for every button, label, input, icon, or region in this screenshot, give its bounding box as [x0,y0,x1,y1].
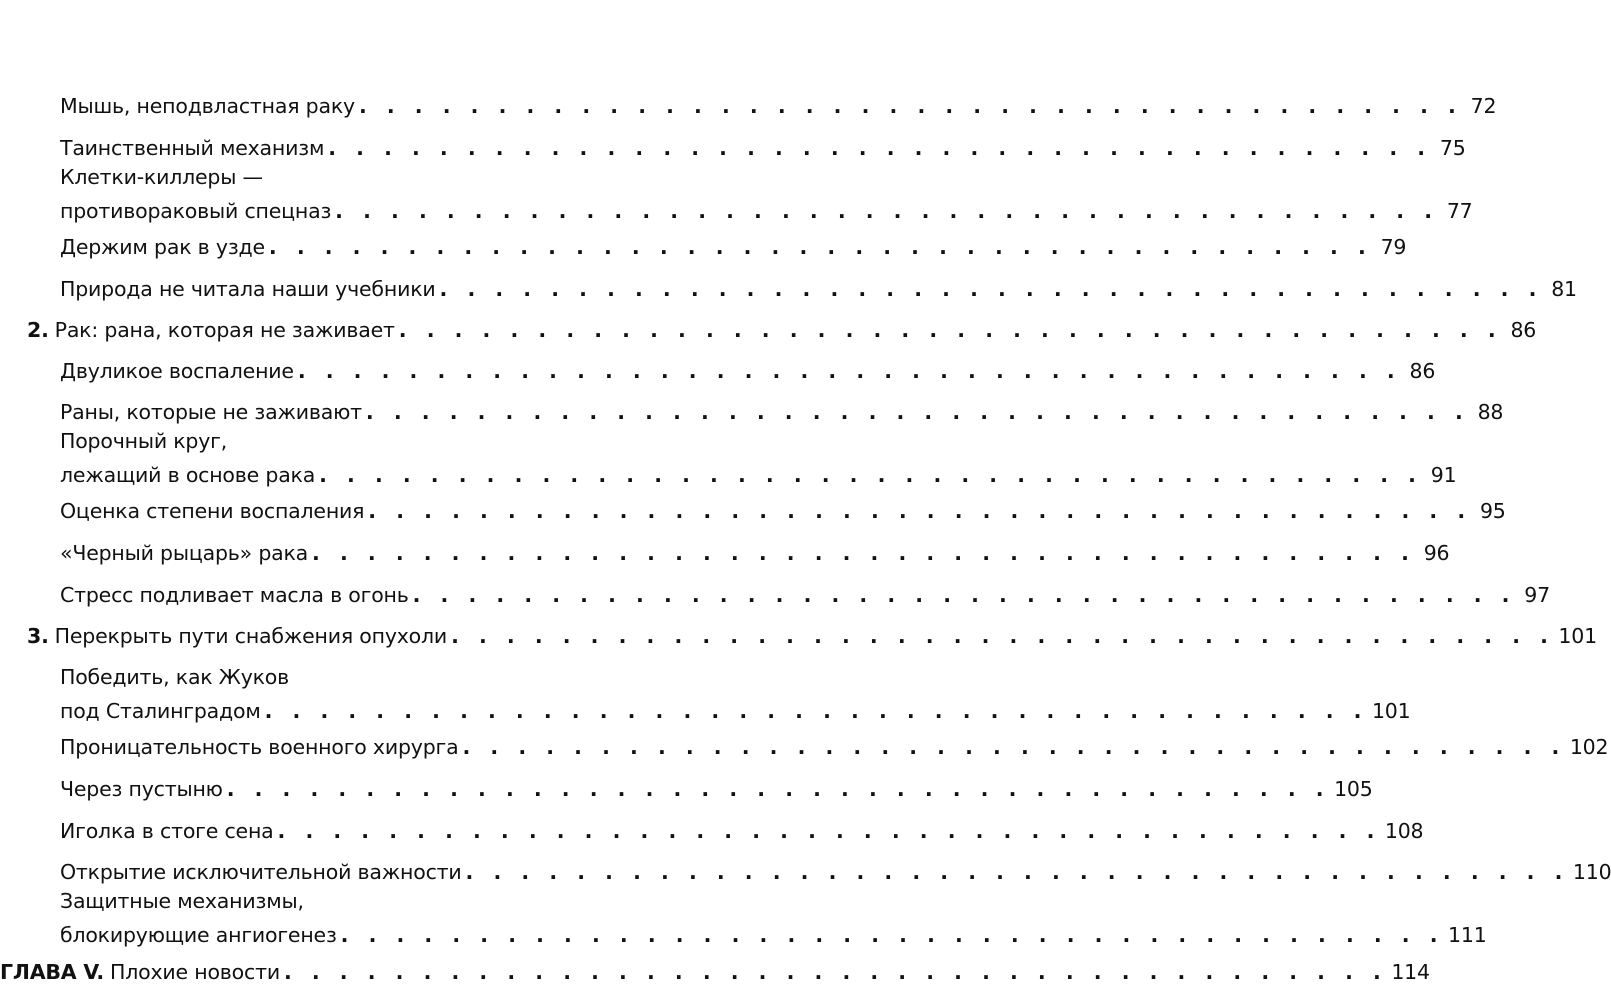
page-number: 81 [1551,277,1577,301]
dot-leader: . . . . . . . . . . . . . . . . . . . . . . . . . . . . . . . . . . . . . . . . [335,199,1439,223]
dot-leader: . . . . . . . . . . . . . . . . . . . . . . . . . . . . . . . . . . . . . . . . [277,819,1381,843]
section-number: 3. [27,624,49,648]
dot-leader: . . . . . . . . . . . . . . . . . . . . . . . . . . . . . . . . . . . . . . . . [264,699,1368,723]
toc-entry [60,887,1487,949]
toc-entry-title: Рак: рана, которая не заживает [54,318,395,342]
dot-leader: . . . . . . . . . . . . . . . . . . . . . . . . . . . . . . . . . . . . . . . . [465,860,1569,884]
toc-entry-title: противораковый спецназ [60,199,332,223]
toc-entry-line [27,316,1537,344]
page-number: 114 [1391,960,1430,984]
toc-entry-title: Таинственный механизм [60,136,325,160]
toc-entry-line [60,887,554,915]
page-number: 86 [1409,359,1436,383]
toc-entry-title: «Черный рыцарь» рака [60,541,309,565]
dot-leader: . . . . . . . . . . . . . . . . . . . . . . . . . . . . . . . . . . . . . . . . [368,499,1472,523]
toc-entry [60,134,1466,162]
toc-entry [60,858,1611,886]
toc-entry-title: блокирующие ангиогенез [60,923,337,947]
toc-entry [60,163,1473,225]
toc-entry-title: Клетки-киллеры — [60,165,263,189]
toc-entry-title: Защитные механизмы, [60,889,304,913]
toc-entry [60,398,1504,426]
toc-entry-line [60,197,1473,225]
page-number: 91 [1430,463,1457,487]
dot-leader: . . . . . . . . . . . . . . . . . . . . . . . . . . . . . . . . . . . . . . . . [365,400,1470,424]
page-number: 108 [1384,819,1424,843]
toc-entry-line [60,427,554,455]
toc-entry-title: под Сталинградом [60,699,261,723]
toc-entry [60,275,1577,303]
toc-entry-line [60,357,1436,385]
toc-entry-title: Стресс подливает масла в огонь [60,583,409,607]
toc-entry-line [60,163,554,191]
toc-entry-line [60,775,1373,803]
toc-entry [60,497,1506,525]
toc-entry-line [27,622,1597,650]
dot-leader: . . . . . . . . . . . . . . . . . . . . . . . . . . . . . . . . . . . . . . . . [226,777,1331,801]
dot-leader: . . . . . . . . . . . . . . . . . . . . . . . . . . . . . . . . . . . . . . . . [358,94,1463,118]
toc-entry-title: Двуликое воспаление [60,359,294,383]
page-number: 88 [1477,400,1504,424]
toc-entry-line [60,92,1497,120]
toc-entry-line [60,733,1609,761]
toc-entry [60,233,1407,261]
toc-entry-line [60,697,1411,725]
toc-entry-line [60,539,1450,567]
toc-entry [60,539,1450,567]
toc-entry-title: Мышь, неподвластная раку [60,94,355,118]
toc-entry-line [0,958,1430,986]
toc-entry-title: Иголка в стоге сена [60,819,274,843]
toc-entry [60,92,1497,120]
toc-entry-title: Проницательность военного хирурга [60,735,459,759]
toc-entry-line [60,461,1457,489]
toc-entry-line [60,581,1550,609]
toc-entry [27,622,1597,650]
page-number: 110 [1572,860,1611,884]
page-number: 95 [1479,499,1506,523]
toc-entry [60,817,1424,845]
toc-entry [60,581,1550,609]
dot-leader: . . . . . . . . . . . . . . . . . . . . . . . . . . . . . . . . . . . . . . . . [268,235,1373,259]
page-number: 96 [1423,541,1450,565]
toc-entry-title: Открытие исключительной важности [60,860,462,884]
toc-entry [60,663,1411,725]
toc-entry-title: Оценка степени воспаления [60,499,365,523]
toc-entry-line [60,275,1577,303]
page-number: 105 [1334,777,1373,801]
dot-leader: . . . . . . . . . . . . . . . . . . . . . . . . . . . . . . . . . . . . . . . . [319,463,1423,487]
page-number: 79 [1380,235,1407,259]
toc-entry-title: Плохие новости [110,960,280,984]
toc-entry-line [60,398,1504,426]
toc-entry-title: Через пустыню [60,777,223,801]
page-number: 101 [1371,699,1411,723]
toc-entry-title: Победить, как Жуков [60,665,290,689]
page-number: 102 [1569,735,1609,759]
page-number: 111 [1448,923,1487,947]
dot-leader: . . . . . . . . . . . . . . . . . . . . . . . . . . . . . . . . . . . . . . . . [340,923,1445,947]
toc-entry-title: Порочный круг, [60,429,228,453]
toc-entry-line [60,134,1466,162]
toc-entry-line [60,817,1424,845]
page-number: 101 [1558,624,1597,648]
toc-entry-title: Держим рак в узде [60,235,265,259]
section-number: 2. [27,318,49,342]
toc-entry [60,427,1457,489]
toc-entry [60,775,1373,803]
chapter-label: ГЛАВА V. [0,960,104,984]
toc-entry-line [60,663,554,691]
toc-entry [0,958,1430,986]
dot-leader: . . . . . . . . . . . . . . . . . . . . . . . . . . . . . . . . . . . . . . . . [451,624,1555,648]
page-number: 75 [1439,136,1466,160]
toc-entry-line [60,921,1487,949]
toc-entry-title: Раны, которые не заживают [60,400,362,424]
toc-entry-title: Природа не читала наши учебники [60,277,436,301]
toc-entry-line [60,858,1611,886]
toc-entry-title: лежащий в основе рака [60,463,316,487]
page-number: 97 [1524,583,1550,607]
page-number: 72 [1470,94,1497,118]
page-number: 77 [1446,199,1473,223]
toc-entry-line [60,233,1407,261]
toc-entry [27,316,1537,344]
toc-entry [60,733,1609,761]
dot-leader: . . . . . . . . . . . . . . . . . . . . . . . . . . . . . . . . . . . . . . . . [297,359,1402,383]
page-number: 86 [1510,318,1537,342]
toc-entry-line [60,497,1506,525]
dot-leader: . . . . . . . . . . . . . . . . . . . . . . . . . . . . . . . . . . . . . . . . [398,318,1503,342]
dot-leader: . . . . . . . . . . . . . . . . . . . . . . . . . . . . . . . . . . . . . . . . [328,136,1432,160]
toc-entry [60,357,1436,385]
dot-leader: . . . . . . . . . . . . . . . . . . . . . . . . . . . . . . . . . . . . . . . . [283,960,1388,984]
dot-leader: . . . . . . . . . . . . . . . . . . . . . . . . . . . . . . . . . . . . . . . . [462,735,1566,759]
toc-entry-title: Перекрыть пути снабжения опухоли [54,624,448,648]
dot-leader: . . . . . . . . . . . . . . . . . . . . . . . . . . . . . . . . . . . . . . . . [312,541,1416,565]
dot-leader: . . . . . . . . . . . . . . . . . . . . . . . . . . . . . . . . . . . . . . . . [439,277,1543,301]
dot-leader: . . . . . . . . . . . . . . . . . . . . . . . . . . . . . . . . . . . . . . . . [412,583,1516,607]
